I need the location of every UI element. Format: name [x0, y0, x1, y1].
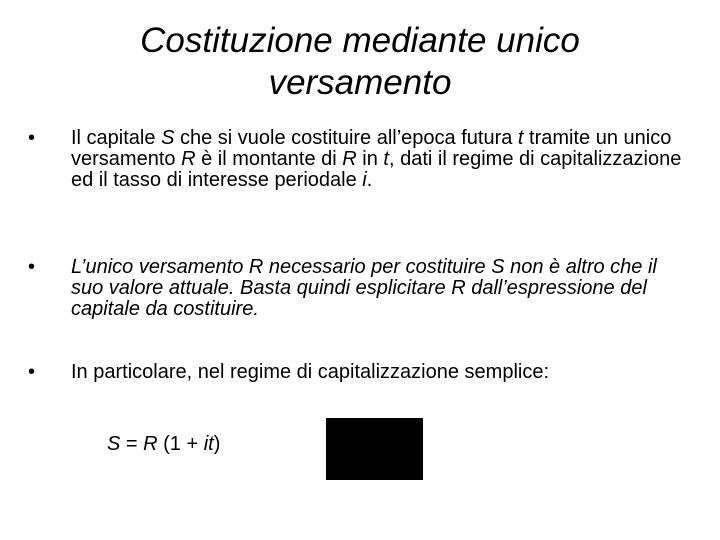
var-i: i [362, 169, 367, 191]
var-R: R [342, 148, 357, 170]
bullet-item-3 [28, 362, 688, 383]
title-line-1: Costituzione mediante unico [140, 21, 580, 60]
var-t: t [517, 127, 524, 149]
bullet-item-2 [28, 257, 688, 320]
var-t: t [383, 148, 389, 170]
bullet-text-2: L’unico versamento R necessario per costituire S non è altro che il suo valore attuale. Basta quindi esplicitare R dall’espressione del capitale da costituire. [71, 256, 657, 320]
black-box [326, 418, 423, 480]
bullet-dot: • [28, 127, 36, 149]
formula-it: it [203, 433, 214, 455]
bullet-dot: • [28, 256, 36, 278]
bullet-dot: • [28, 361, 36, 383]
var-S: S [161, 127, 175, 149]
formula-R: R [143, 433, 158, 455]
slide-title [60, 20, 660, 104]
title-line-2: versamento [268, 63, 452, 102]
formula-S: S [107, 433, 121, 455]
bullet-item-1 [28, 128, 688, 191]
bullet-text-1: Il capitale S che si vuole costituire all’epoca futura t tramite un unico versamento R è il montante di R in t, dati il regime di capitalizzazione ed il tasso di interesse periodale i. [71, 127, 682, 191]
formula: S = R (1 + it) [107, 433, 221, 455]
bullet-text-3: In particolare, nel regime di capitalizzazione semplice: [71, 361, 550, 383]
var-R: R [181, 148, 196, 170]
